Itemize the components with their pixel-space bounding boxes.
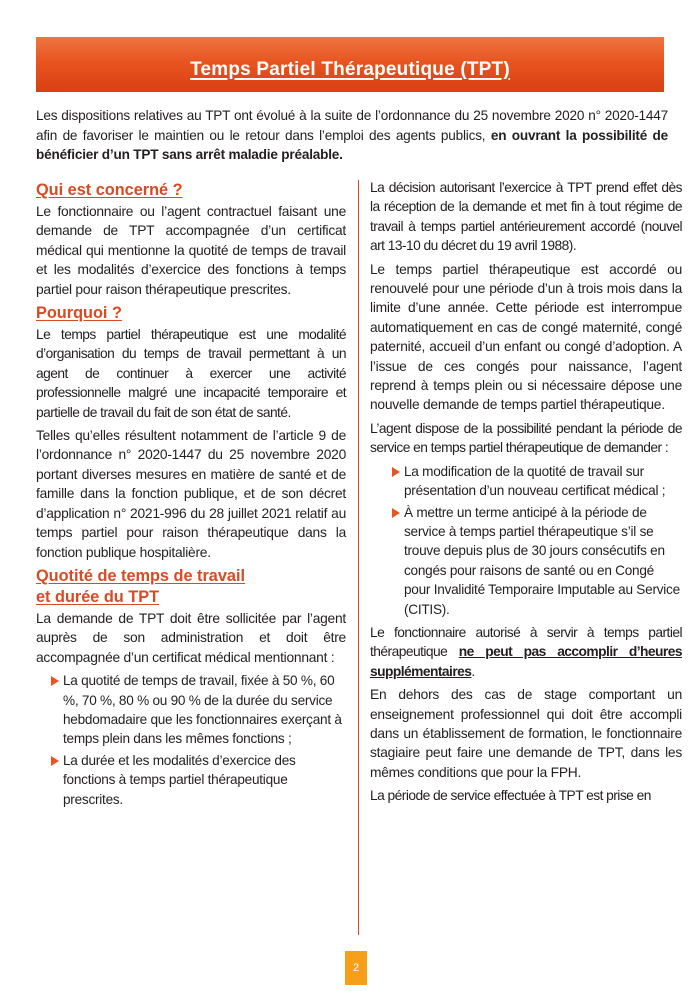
paragraph-heures-sup bbox=[370, 623, 682, 681]
paragraph-decision: La décision autorisant l’exercice à TPT prend effet dès la réception de la demande et met fin à tout régime de travail à temps partiel antérieurement accordé (nouvel art 13-10 du décret du 19 avril 1988). bbox=[370, 180, 682, 254]
paragraph-pourquoi-2: Telles qu’elles résultent notamment de l’article 9 de l’ordonnance n° 2020-1447 du 25 novembre 2020 portant diverses mesures en matière de santé et de famille dans la fonction publique, et de son décret d’application n° 2021-996 du 28 juillet 2021 relatif au temps partiel pour raison thérapeutique dans la fonction publique hospitalière. bbox=[36, 428, 346, 560]
intro-bold: en ouvrant la possibilité de bénéficier d’un TPT sans arrêt maladie préalable. bbox=[36, 127, 669, 162]
heading-quotite bbox=[36, 566, 346, 608]
left-column bbox=[36, 178, 346, 813]
intro-text: Les dispositions relatives au TPT ont évolué à la suite de l’ordonnance du 25 novembre 2020 n° 2020-1447 afin de favoriser le maintien ou le retour dans l’emploi des agents publics, bbox=[36, 108, 668, 143]
column-divider bbox=[358, 180, 359, 935]
heures-sup-text: Le fonctionnaire autorisé à servir à temps partiel thérapeutique bbox=[370, 624, 682, 660]
paragraph-quotite: La demande de TPT doit être sollicitée par l’agent auprès de son administration et doit être accompagnée d’un certificat médical mentionnant : bbox=[36, 610, 346, 665]
list-item-text: À mettre un terme anticipé à la période de service à temps partiel thérapeutique s’il se trouve depuis plus de 30 jours consécutifs en congés pour raisons de santé ou en Congé pour Invalidité Temporaire Imputable au Service (CITIS). bbox=[404, 504, 680, 617]
paragraph-stage: En dehors des cas de stage comportant un enseignement professionnel qui doit être accompli dans un établissement de formation, le fonctionnaire stagiaire peut faire une demande de TPT, dans les mêmes conditions que pour la FPH. bbox=[370, 687, 682, 780]
heures-sup-bold: ne peut pas accomplir d’heures supplémentaires bbox=[370, 644, 682, 679]
arrow-bullet-icon bbox=[392, 508, 400, 518]
heures-sup-end: . bbox=[471, 663, 475, 679]
arrow-bullet-icon bbox=[51, 676, 59, 686]
arrow-bullet-icon bbox=[392, 467, 400, 477]
list-item-text: La durée et les modalités d’exercice des fonctions à temps partiel thérapeutique prescrites. bbox=[63, 752, 296, 807]
paragraph-duree: Le temps partiel thérapeutique est accordé ou renouvelé pour une période d’un à trois mois dans la limite d’une année. Cette période est interrompue automatiquement en cas de congé maternité, congé paternité, accueil d’un enfant ou congé d’adoption. A l’issue de ces congés pour naissance, l’agent reprend à temps plein ou si nécessaire dépose une nouvelle demande de temps partiel thérapeutique. bbox=[370, 261, 682, 413]
list-item bbox=[392, 462, 682, 501]
list-item bbox=[392, 503, 682, 619]
list-item bbox=[51, 671, 346, 749]
paragraph-possibilite: L’agent dispose de la possibilité pendant la période de service en temps partiel thérapeutique de demander : bbox=[370, 420, 682, 456]
paragraph-periode: La période de service effectuée à TPT est prise en bbox=[370, 788, 651, 804]
list-item bbox=[51, 751, 346, 809]
arrow-bullet-icon bbox=[51, 756, 59, 766]
intro-paragraph bbox=[36, 106, 668, 165]
paragraph-pourquoi-1: Le temps partiel thérapeutique est une modalité d’organisation du temps de travail permettant à un agent de continuer à exercer une activité professionnelle malgré une incapacité temporaire et partielle de travail du fait de son état de santé. bbox=[36, 327, 346, 420]
list-item-text: La modification de la quotité de travail sur présentation d’un nouveau certificat médical ; bbox=[404, 463, 666, 499]
right-column bbox=[370, 178, 682, 810]
heading-pourquoi: Pourquoi ? bbox=[36, 304, 122, 323]
paragraph-qui-est-concerne: Le fonctionnaire ou l’agent contractuel faisant une demande de TPT accompagnée d’un certificat médical qui mentionne la quotité de temps de travail et les modalités d’exercice des fonctions à temps partiel pour raison thérapeutique prescrites. bbox=[36, 204, 346, 297]
page-title: Temps Partiel Thérapeutique (TPT) bbox=[190, 59, 510, 80]
heading-qui-est-concerne: Qui est concerné ? bbox=[36, 181, 183, 199]
heading-quotite-line1: Quotité de temps de travail bbox=[36, 566, 245, 585]
left-bullet-list bbox=[36, 671, 346, 809]
heading-quotite-line2: et durée du TPT bbox=[36, 587, 160, 606]
title-banner bbox=[36, 37, 664, 92]
list-item-text: La quotité de temps de travail, fixée à 50 %, 60 %, 70 %, 80 % ou 90 % de la durée du service hebdomadaire que les fonctionnaires exerçant à temps plein dans les mêmes fonctions ; bbox=[63, 673, 342, 747]
page-number: 2 bbox=[345, 951, 367, 985]
right-bullet-list bbox=[370, 462, 682, 619]
